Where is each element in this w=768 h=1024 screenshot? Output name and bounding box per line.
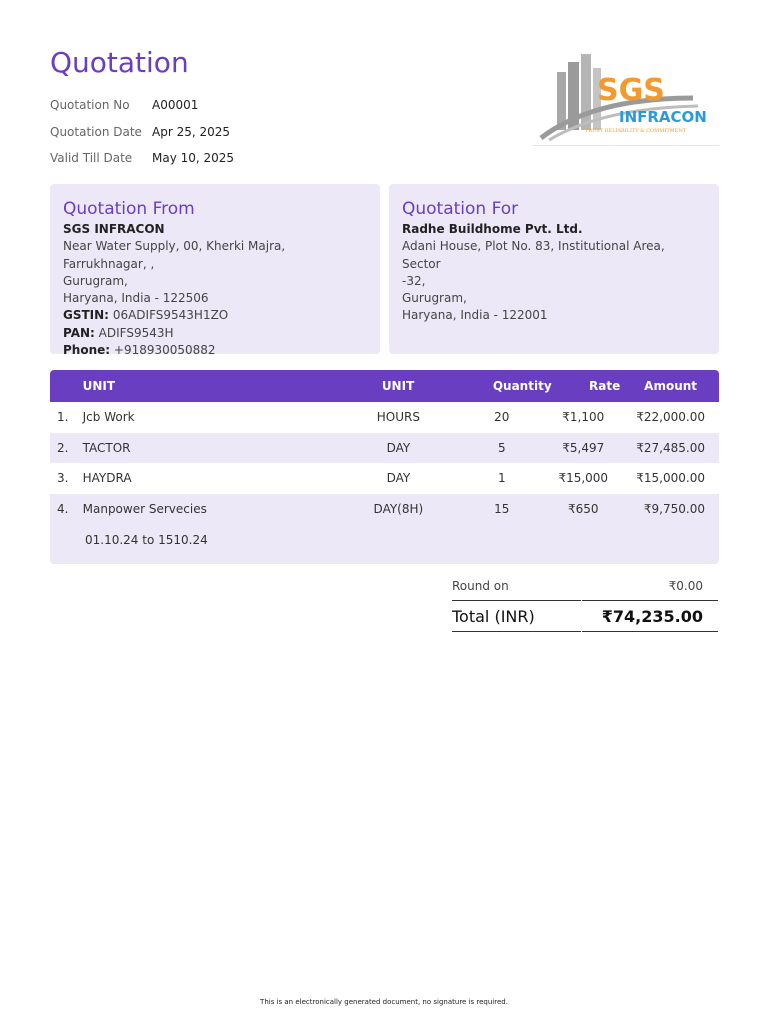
table-row: [50, 494, 719, 525]
row-no: 4.: [57, 501, 69, 516]
from-pan: [63, 325, 367, 342]
footer-note: This is an electronically generated document, no signature is required.: [260, 998, 508, 1006]
logo-graphic: [533, 48, 719, 146]
row-item: Jcb Work: [82, 410, 135, 425]
total-row: [452, 600, 718, 632]
logo-tagline: TRUST RELIABILITY & COMMITMENT: [585, 128, 687, 134]
from-gstin: [63, 307, 367, 324]
meta-label: Quotation Date: [50, 124, 142, 139]
from-company-name: SGS INFRACON: [63, 222, 165, 236]
row-amount: ₹9,750.00: [643, 501, 705, 516]
quotation-meta: [50, 92, 234, 172]
row-qty: 15: [494, 501, 510, 516]
for-address-line: Gurugram,: [402, 291, 467, 306]
gstin-label: GSTIN:: [63, 308, 109, 323]
header-item: UNIT: [82, 379, 116, 393]
company-logo: [533, 48, 719, 146]
for-address-line: -32,: [402, 273, 426, 288]
table-row: [50, 463, 719, 494]
quotation-from-card: [50, 184, 380, 358]
meta-row-quotation-date: [50, 119, 234, 146]
phone-value: +918930050882: [113, 343, 216, 358]
row-rate: ₹5,497: [562, 440, 605, 455]
totals-section: [452, 572, 718, 632]
for-heading: Quotation For: [402, 199, 519, 219]
gstin-value: 06ADIFS9543H1ZO: [112, 308, 229, 323]
row-qty: 5: [497, 440, 506, 455]
row-item: HAYDRA: [82, 471, 132, 486]
table-row: [50, 402, 719, 433]
from-address-line: Haryana, India - 122506: [63, 291, 209, 306]
pan-label: PAN:: [63, 325, 95, 340]
from-phone: [63, 342, 367, 359]
for-address-line: Adani House, Plot No. 83, Institutional Area, Sector: [402, 239, 665, 271]
row-amount: ₹27,485.00: [636, 440, 705, 455]
from-address-line: Near Water Supply, 00, Kherki Majra, Farrukhnagar, ,: [63, 239, 286, 271]
page-title: Quotation: [50, 46, 189, 79]
meta-value: Apr 25, 2025: [152, 124, 231, 139]
row-rate: ₹650: [567, 501, 599, 516]
header-rate: Rate: [589, 379, 621, 393]
round-off-row: [452, 572, 718, 600]
logo-sub: INFRACON: [619, 108, 707, 126]
row-amount: ₹15,000.00: [636, 471, 705, 486]
meta-value: A00001: [152, 98, 199, 113]
meta-label: Valid Till Date: [50, 151, 133, 166]
total-value: ₹74,235.00: [582, 600, 718, 632]
row-no: 1.: [57, 410, 69, 425]
meta-label: Quotation No: [50, 98, 130, 113]
row-unit: DAY: [386, 471, 411, 486]
row-no: 3.: [57, 471, 69, 486]
row-unit: HOURS: [376, 410, 420, 425]
meta-row-valid-till: [50, 145, 234, 172]
meta-value: May 10, 2025: [152, 151, 235, 166]
for-address-line: Haryana, India - 122001: [402, 308, 548, 323]
items-table: [50, 370, 719, 564]
header-quantity: Quantity: [492, 379, 552, 393]
round-value: ₹0.00: [668, 579, 703, 593]
phone-label: Phone:: [63, 343, 111, 358]
meta-row-quotation-no: [50, 92, 234, 119]
pan-value: ADIFS9543H: [98, 325, 174, 340]
for-company-name: Radhe Buildhome Pvt. Ltd.: [402, 222, 583, 236]
from-heading: Quotation From: [63, 199, 195, 219]
row-item: TACTOR: [82, 440, 131, 455]
header-unit: UNIT: [381, 379, 415, 393]
round-label: Round on: [452, 579, 509, 593]
header-amount: Amount: [644, 379, 698, 393]
row-no: 2.: [57, 440, 69, 455]
row-unit: DAY(8H): [373, 501, 424, 516]
row-unit: DAY: [386, 440, 411, 455]
row-item: Manpower Servecies: [82, 501, 207, 516]
row-rate: ₹15,000: [558, 471, 609, 486]
table-header: [50, 370, 719, 402]
row-description: 01.10.24 to 1510.24: [50, 524, 719, 564]
row-amount: ₹22,000.00: [636, 410, 705, 425]
row-qty: 1: [497, 471, 506, 486]
row-qty: 20: [494, 410, 510, 425]
row-rate: ₹1,100: [562, 410, 605, 425]
logo-name: SGS: [597, 73, 665, 108]
quotation-for-card: [389, 184, 719, 354]
from-address-line: Gurugram,: [63, 273, 128, 288]
total-label: Total (INR): [452, 600, 581, 632]
table-row: [50, 433, 719, 464]
